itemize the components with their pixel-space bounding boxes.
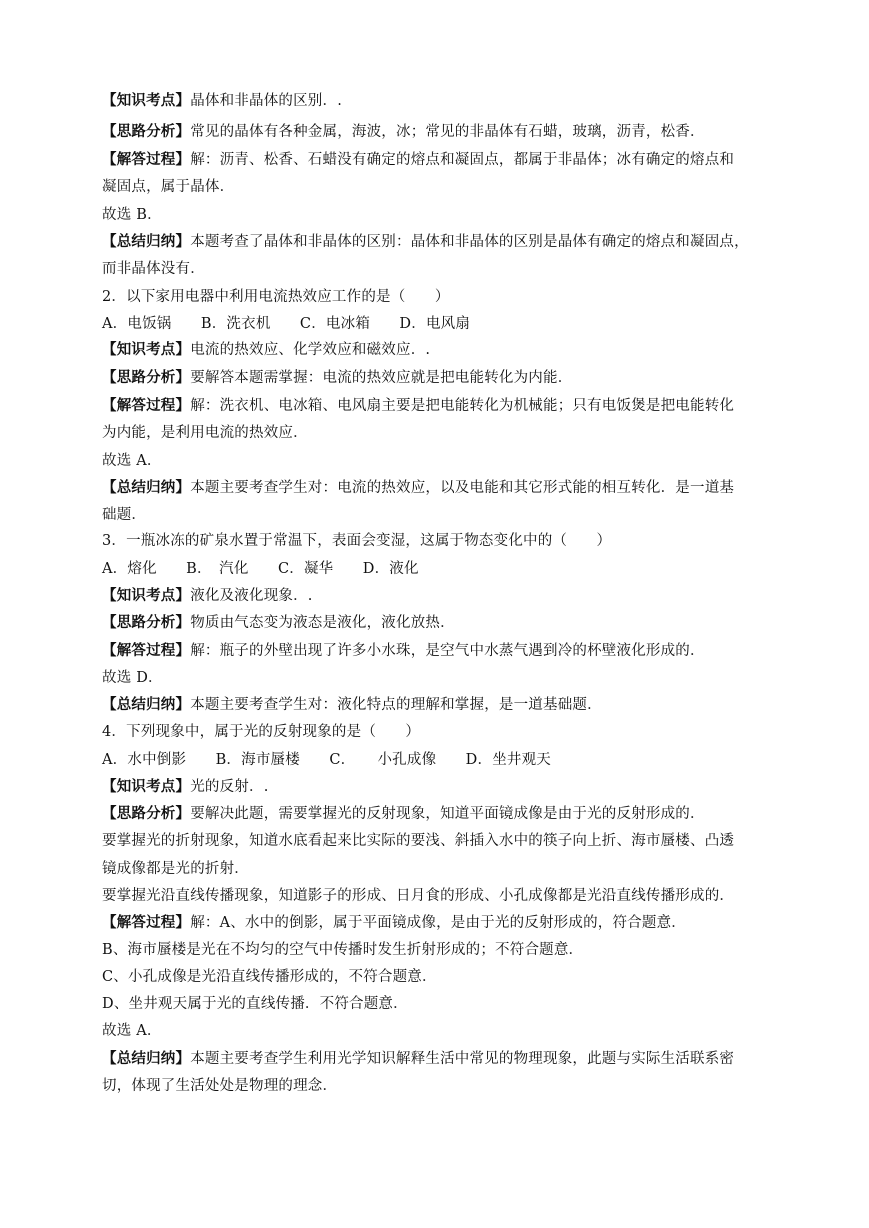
line-text: 本题主要考查学生对：电流的热效应，以及电能和其它形式能的相互转化．是一道基 — [190, 480, 735, 496]
text-line — [102, 994, 408, 1014]
line-text: 故选 A． — [102, 1023, 162, 1039]
line-text: 电流的热效应、化学效应和磁效应．. — [190, 342, 431, 358]
section-tag: 【总结归纳】 — [102, 479, 191, 496]
section-tag: 【解答过程】 — [102, 642, 191, 659]
section-tag: 【思路分析】 — [102, 369, 191, 386]
line-text: 故选 A． — [102, 453, 162, 469]
text-line — [102, 531, 611, 551]
line-text: B、海市蜃楼是光在不均匀的空气中传播时发生折射形成的；不符合题意． — [102, 942, 584, 958]
text-line — [102, 232, 749, 252]
section-tag: 【总结归纳】 — [102, 696, 191, 713]
line-text: 故选 B． — [102, 207, 162, 223]
line-text: 本题主要考查学生对：液化特点的理解和掌握，是一道基础题． — [190, 697, 602, 713]
line-text: 要掌握光的折射现象，知道水底看起来比实际的要浅、斜插入水中的筷子向上折、海市蜃楼、凸透 — [102, 833, 735, 849]
line-text: 础题． — [102, 507, 147, 523]
section-tag: 【总结归纳】 — [102, 233, 191, 250]
text-line — [102, 505, 146, 525]
text-line — [102, 940, 583, 960]
line-text: 要解决此题，需要掌握光的反射现象，知道平面镜成像是由于光的反射形成的． — [190, 806, 705, 822]
line-text: 解：瓶子的外壁出现了许多小水珠，是空气中水蒸气遇到冷的杯壁液化形成的． — [190, 643, 705, 659]
line-text: 解：洗衣机、电冰箱、电风扇主要是把电能转化为机械能；只有电饭煲是把电能转化 — [190, 398, 735, 414]
line-text: 常见的晶体有各种金属，海波，冰；常见的非晶体有石蜡，玻璃，沥青，松香． — [190, 124, 705, 140]
section-tag: 【总结归纳】 — [102, 1050, 191, 1067]
section-tag: 【思路分析】 — [102, 614, 191, 631]
text-line — [102, 831, 734, 851]
section-tag: 【解答过程】 — [102, 151, 191, 168]
line-text: A．熔化 B． 汽化 C．凝华 D．液化 — [102, 561, 419, 577]
line-text: 要掌握光沿直线传播现象，知道影子的形成、日月食的形成、小孔成像都是光沿直线传播形成的． — [102, 888, 735, 904]
text-line — [102, 559, 419, 579]
text-line — [102, 205, 162, 225]
text-line — [102, 314, 470, 334]
text-line — [102, 423, 308, 443]
line-text: 液化及液化现象．. — [190, 588, 313, 604]
line-text: 解：A、水中的倒影，属于平面镜成像，是由于光的反射形成的，符合题意． — [190, 915, 686, 931]
text-line — [102, 122, 705, 142]
text-line — [102, 259, 205, 279]
line-text: 要解答本题需掌握：电流的热效应就是把电能转化为内能． — [190, 370, 573, 386]
section-tag: 【知识考点】 — [102, 587, 191, 604]
text-line — [102, 396, 734, 416]
section-tag: 【思路分析】 — [102, 805, 191, 822]
text-line — [102, 1049, 734, 1069]
line-text: 为内能，是利用电流的热效应． — [102, 425, 308, 441]
section-tag: 【知识考点】 — [102, 778, 191, 795]
text-line — [102, 777, 269, 797]
text-line — [102, 804, 705, 824]
text-line — [102, 586, 313, 606]
line-text: 解：沥青、松香、石蜡没有确定的熔点和凝固点，都属于非晶体；冰有确定的熔点和 — [190, 152, 735, 168]
text-line — [102, 177, 234, 197]
line-text: 而非晶体没有． — [102, 261, 205, 277]
line-text: 光的反射．. — [190, 779, 269, 795]
line-text: D、坐井观天属于光的直线传播．不符合题意． — [102, 996, 408, 1012]
section-tag: 【知识考点】 — [102, 92, 191, 109]
text-line — [102, 613, 455, 633]
section-tag: 【思路分析】 — [102, 123, 191, 140]
text-line — [102, 668, 163, 688]
section-tag: 【解答过程】 — [102, 397, 191, 414]
line-text: 本题考查了晶体和非晶体的区别：晶体和非晶体的区别是晶体有确定的熔点和凝固点， — [190, 234, 749, 250]
text-line — [102, 150, 734, 170]
text-line — [102, 451, 162, 471]
line-text: A．水中倒影 B．海市蜃楼 C． 小孔成像 D．坐井观天 — [102, 752, 551, 768]
line-text: A．电饭锅 B．洗衣机 C．电冰箱 D．电风扇 — [102, 316, 471, 332]
text-line — [102, 478, 734, 498]
text-line — [102, 886, 734, 906]
line-text: 镜成像都是光的折射． — [102, 861, 249, 877]
line-text: 晶体和非晶体的区别．. — [190, 93, 343, 109]
text-line — [102, 1021, 162, 1041]
text-line — [102, 287, 450, 307]
line-text: 2．以下家用电器中利用电流热效应工作的是（ ） — [102, 289, 450, 305]
text-line — [102, 91, 342, 111]
text-line — [102, 641, 705, 661]
line-text: 故选 D． — [102, 670, 163, 686]
text-line — [102, 695, 602, 715]
line-text: 切，体现了生活处处是物理的理念． — [102, 1078, 338, 1094]
text-line — [102, 913, 686, 933]
line-text: 4．下列现象中，属于光的反射现象的是（ ） — [102, 724, 421, 740]
text-line — [102, 750, 551, 770]
line-text: C、小孔成像是光沿直线传播形成的，不符合题意． — [102, 969, 437, 985]
text-line — [102, 340, 430, 360]
line-text: 凝固点，属于晶体． — [102, 179, 235, 195]
section-tag: 【知识考点】 — [102, 341, 191, 358]
text-line — [102, 368, 572, 388]
text-line — [102, 1076, 337, 1096]
section-tag: 【解答过程】 — [102, 914, 191, 931]
line-text: 物质由气态变为液态是液化，液化放热． — [190, 615, 455, 631]
text-line — [102, 859, 249, 879]
line-text: 3．一瓶冰冻的矿泉水置于常温下，表面会变湿，这属于物态变化中的（ ） — [102, 533, 612, 549]
line-text: 本题主要考查学生利用光学知识解释生活中常见的物理现象，此题与实际生活联系密 — [190, 1051, 735, 1067]
text-line — [102, 967, 437, 987]
text-line — [102, 722, 420, 742]
